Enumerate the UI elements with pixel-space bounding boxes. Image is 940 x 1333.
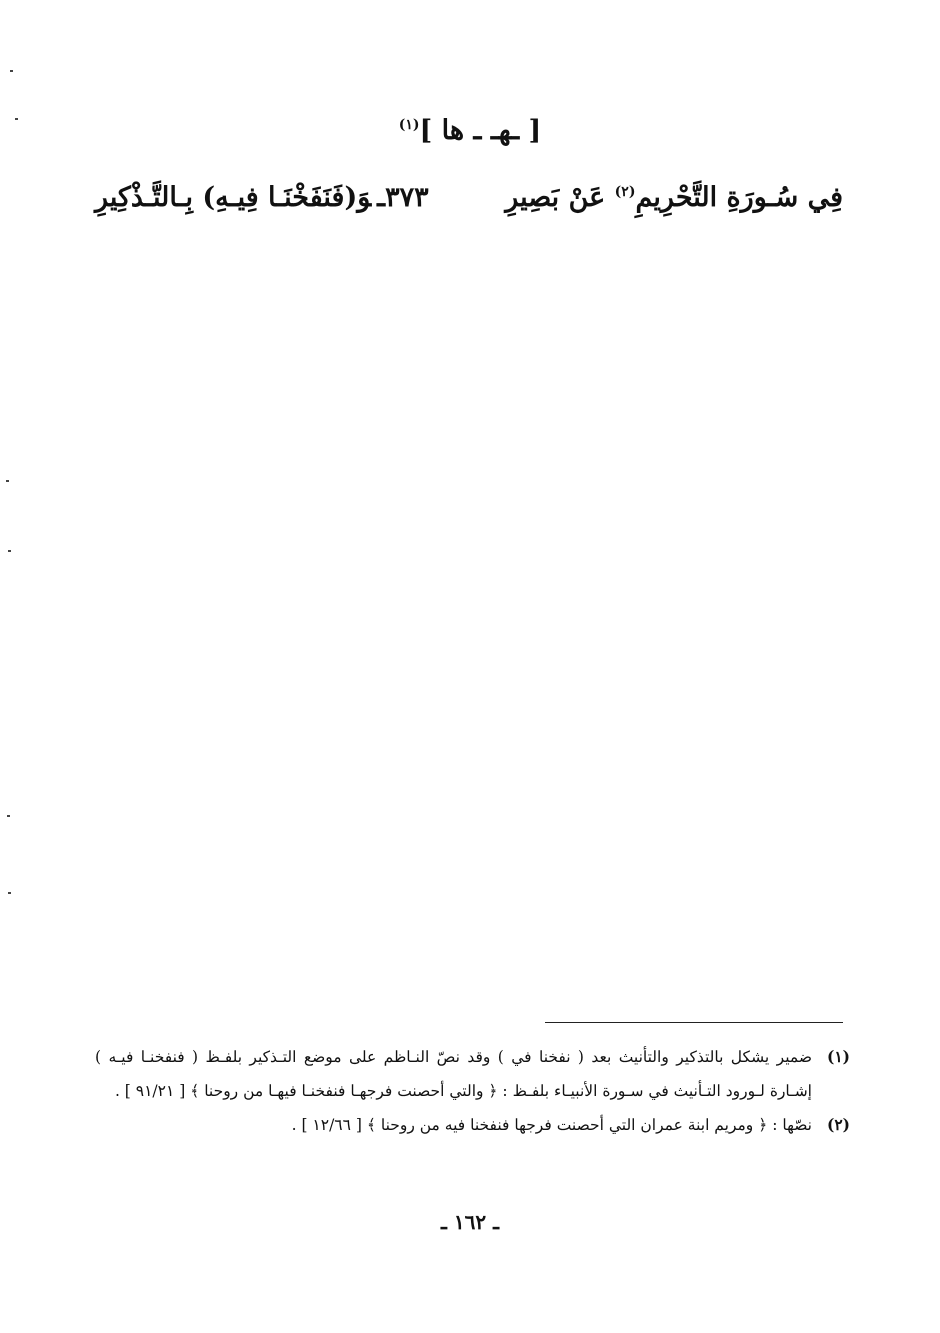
verse-footnote-ref: (٢) [614, 184, 636, 200]
verse-number: ٣٧٣ـ [377, 182, 429, 213]
scan-speck [7, 815, 10, 817]
verse-first-hemistich [95, 182, 429, 213]
footnote-text: نصّها : ﴿ ومريم ابنة عمران التي أحصنت فرجها فنفخنا فيه من روحنا ﴾ [ ١٢/٦٦ ] . [291, 1116, 812, 1134]
scan-speck [10, 70, 13, 72]
section-heading [0, 115, 940, 146]
verse-second-hemistich [505, 182, 843, 213]
footnote-number: (١) [826, 1047, 850, 1066]
scan-speck [6, 480, 9, 482]
footnote-2 [95, 1108, 850, 1142]
scan-speck [8, 550, 11, 552]
heading-text: [ ـهـ ـ ها ] [419, 115, 542, 146]
page-number: ـ ١٦٢ ـ [441, 1210, 499, 1234]
scan-speck [15, 118, 18, 120]
footnote-text: ضمير يشكل بالتذكير والتأنيث بعد ( نفخنا في ) وقد نصّ النـاظم على موضع التـذكير بلفـظ ( فنفخنـا فيـه ) إشـارة لـورود التـأنيث في سـورة الأنبيـاء بلفـظ : ﴿ والتي أحصنت فرجهـا فنفخنـا فيهـا من روحنا ﴾ [ ٩١/٢١ ] . [95, 1048, 812, 1100]
heading-footnote-ref: (١) [398, 117, 420, 133]
verse-line [95, 182, 843, 213]
verse-second-hemistich-text-a: فِي سُـورَةِ التَّحْرِيمِ [635, 182, 843, 213]
verse-first-hemistich-text: وَ(فَنَفَخْنَـا فِيـهِ) بِـالتَّـذْكِيرِ [95, 182, 372, 213]
footnote-divider [545, 1022, 843, 1023]
footnotes [95, 1040, 850, 1142]
verse-second-hemistich-text-b: عَنْ بَصِيرِ [505, 182, 606, 213]
footnote-1 [95, 1040, 850, 1108]
scan-speck [8, 892, 11, 894]
footnote-number: (٢) [826, 1115, 850, 1134]
